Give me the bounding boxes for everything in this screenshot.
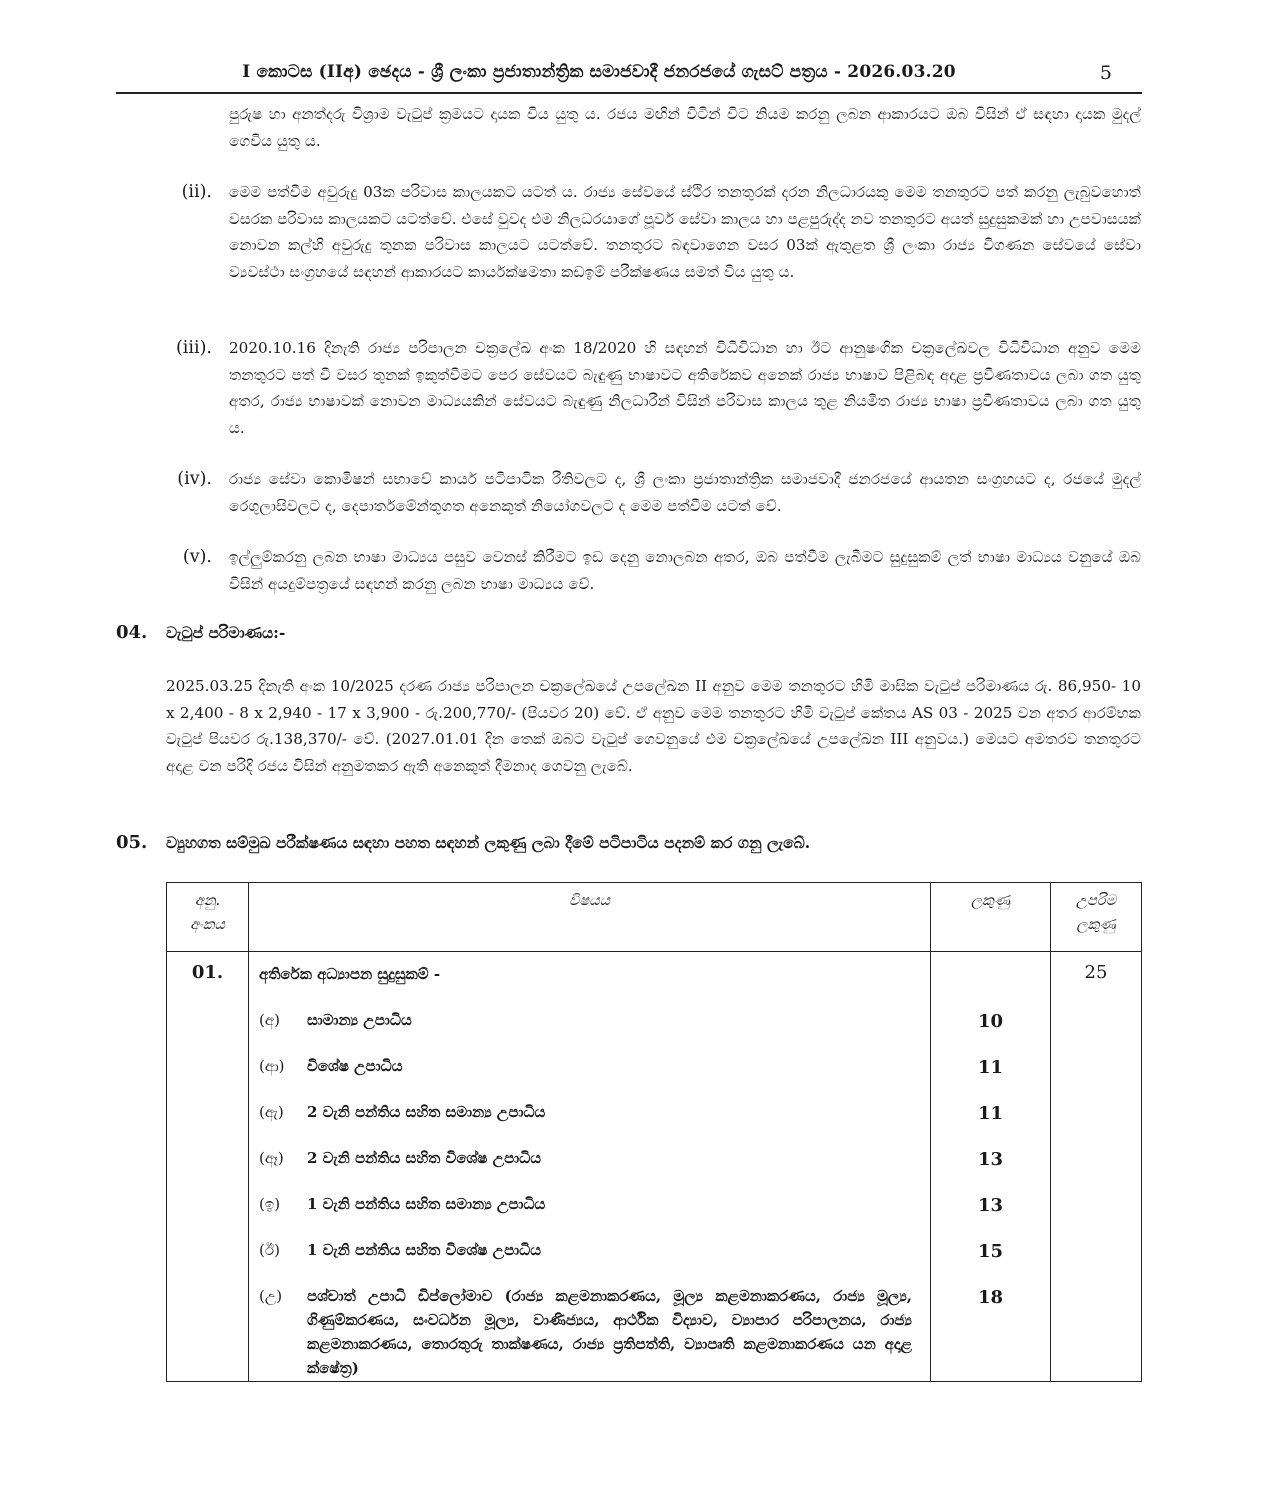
header-serial: අනු. අංකය [167, 883, 249, 952]
row-subject-cell [249, 952, 931, 1382]
item-text: 1 වැනි පන්තිය සහිත සමාන්‍ය උපාධිය [307, 1195, 546, 1213]
page-number: 5 [1099, 62, 1112, 84]
qualification-item [249, 1238, 930, 1262]
item-marks: 15 [977, 1241, 1004, 1262]
qualification-item [249, 1192, 930, 1216]
section-04-number: 04. [116, 622, 148, 643]
qualification-item [249, 1284, 930, 1380]
condition-number: (iii). [175, 338, 212, 358]
page-header [116, 60, 1142, 94]
item-text: 2 වැනි පන්තිය සහිත සමාන්‍ය උපාධිය [307, 1103, 546, 1121]
item-marks: 10 [977, 1011, 1004, 1032]
section-05-number: 05. [116, 832, 148, 853]
condition-text: ඉල්ලුම්කරනු ලබන භාෂා මාධ්‍යය පසුව වෙනස් කිරීමට ඉඩ දෙනු නොලබන අතර, ඔබ පත්වීම ලැබීමට සුදුසුකම් ලත් භාෂා මාධ්‍යය වනුයේ ඔබ විසින් අයදුම්පත්‍රයේ සඳහන් කරනු ලබන භාෂා මාධ්‍යය වේ. [229, 548, 1141, 593]
interview-marks-table [166, 882, 1142, 1382]
header-subject: විෂයය [249, 883, 931, 952]
condition-text: 2020.10.16 දිනැති රාජ්‍ය පරිපාලන චක්‍රලේඛ අංක 18/2020 හි සඳහන් විධිවිධාන හා ඊට ආනුෂංගික චක්‍රලේඛවල විධිවිධාන අනුව මෙම තනතුරට පත් වී වසර තුනක් ඉකුත්වීමට පෙර සේවයට බැඳුණු භාෂාවට අතිරේකව අනෙක් රාජ්‍ය භාෂාව පිළිබඳ අදාළ ප්‍රවීණතාවය ලබා ගත යුතු අතර, රාජ්‍ය භාෂාවක් නොවන මාධ්‍යයකින් සේවයට බැඳුණු නිලධාරීන් විසින් පරිවාස කාලය තුළ නියමිත රාජ්‍ය භාෂා ප්‍රවීණතාවය ලබා ගත යුතු ය. [229, 339, 1141, 437]
item-marks: 11 [977, 1057, 1004, 1078]
item-label: (ඇ) [259, 1103, 284, 1121]
qualification-item [249, 1146, 930, 1170]
category-title: අතිරේක අධ්‍යාපන සුදුසුකම් - [259, 965, 441, 983]
item-text: 1 වැනි පන්තිය සහිත විශේෂ උපාධිය [307, 1241, 542, 1259]
header-marks: ලකුණු [931, 883, 1051, 952]
item-text: 2 වැනි පන්තිය සහිත විශේෂ උපාධිය [307, 1149, 542, 1167]
item-label: (උ) [259, 1287, 283, 1305]
condition-text: මෙම පත්වීම අවුරුදු 03ක පරිවාස කාලයකට යටත් ය. රාජ්‍ය සේවයේ ස්ථිර තනතුරක් දරන නිලධාරයකු මෙම තනතුරට පත් කරනු ලැබුවහොත් වසරක පරිවාස කාලයකට යටත්වේ. එසේ වුවද එම නිලධරයාගේ පූර්ව සේවා කාලය හා පළපුරුද්ද නව තනතුරට අයත් සුදුසුකමක් හා උපවාසයක් නොවන කල්හි අවුරුදු තුනක පරිවාස කාලයට යටත්වේ. තනතුරට බඳවාගෙන වසර 03ක් ඇතුළත ශ්‍රී ලංකා රාජ්‍ය විගණන සේවයේ සේවා ව්‍යවස්ථා සංග්‍රහයේ සඳහන් ආකාරයට කාර්යක්ෂමතා කඩඉම් පරීක්ෂණය සමත් විය යුතු ය. [229, 183, 1141, 281]
item-label: (ඊ) [259, 1241, 280, 1259]
item-marks: 18 [977, 1287, 1004, 1308]
header-title: I කොටස (IIඅ) ඡෙදය - ශ්‍රී ලංකා ප්‍රජාතාන්ත්‍රික සමාජවාදී ජනරජයේ ගැසට් පත්‍රය - 2026.03.20 [242, 62, 956, 82]
condition-number: (ii). [181, 182, 212, 202]
row-serial: 01. [167, 952, 249, 1382]
qualification-item [249, 1054, 930, 1078]
table-header-row [167, 883, 1142, 952]
condition-number: (v). [182, 547, 212, 567]
section-05-title: ව්‍යුහගත සම්මුඛ පරීක්ෂණය සඳහා පහත සඳහන් ලකුණු ලබා දීමේ පටිපාටිය පදනම් කර ගනු ලැබේ. [166, 833, 811, 852]
salary-scale-paragraph: 2025.03.25 දිනැති අංක 10/2025 දරණ රාජ්‍ය පරිපාලන චක්‍රලේඛයේ උපලේඛන II අනුව මෙම තනතුරට හිමි මාසික වැටුප් පරිමාණය රු. 86,950- 10 x 2,400 - 8 x 2,940 - 17 x 3,900 - රු.200,770/- (පියවර 20) වේ. ඒ අනුව මෙම තනතුරට හිමි වැටුප් කේතය AS 03 - 2025 වන අතර ආරම්භක වැටුප් පියවර රු.138,370/- වේ. (2027.01.01 දින තෙක් ඔබට වැටුප් ගෙවනුයේ එම චක්‍රලේඛයේ උපලේඛන III අනුවය.) මෙයට අමතරව තනතුරට අදාළ වන පරිදි රජය විසින් අනුමතකර ඇති අනෙකුත් දීමනාද ගෙවනු ලැබේ. [166, 677, 1141, 775]
item-text: පශ්චාත් උපාධි ඩිප්ලෝමාව (රාජ්‍ය කළමනාකරණය, මූල්‍ය කළමනාකරණය, රාජ්‍ය මූල්‍ය, ගිණුම්කරණය, සංවර්ධන මූල්‍ය, වාණිජ්‍යය, ආර්ථික විද්‍යාව, ව්‍යාපාර පරිපාලනය, රාජ්‍ය කළමනාකරණය, තොරතුරු තාක්ෂණය, රාජ්‍ය ප්‍රතිපත්ති, ව්‍යාපෘති කළමනාකරණය යන අදාළ ක්ෂේත්‍ර) [307, 1287, 912, 1377]
item-label: (ඈ) [259, 1149, 284, 1167]
intro-paragraph: පුරුෂ හා අනත්දරු විශ්‍රාම වැටුප් ක්‍රමයට දායක විය යුතු ය. රජය මඟින් විටින් විට නියම කරනු ලබන ආකාරයට ඔබ විසින් ඒ සඳහා දායක මුදල් ගෙවිය යුතු ය. [229, 105, 1141, 150]
qualification-item [249, 1100, 930, 1124]
row-max-marks: 25 [1051, 952, 1142, 1382]
item-text: විශේෂ උපාධිය [307, 1057, 403, 1075]
section-04-title: වැටුප් පරිමාණය:- [166, 623, 286, 642]
header-max-marks: උපරිම ලකුණු [1051, 883, 1142, 952]
condition-number: (iv). [177, 469, 212, 489]
item-label: (අ) [259, 1011, 280, 1029]
qualification-item [249, 1008, 930, 1032]
item-marks: 13 [977, 1149, 1004, 1170]
table-row [167, 952, 1142, 1382]
item-label: (ඉ) [259, 1195, 281, 1213]
condition-text: රාජ්‍ය සේවා කොමිෂන් සභාවේ කාර්ය පටිපාටික රීතිවලට ද, ශ්‍රී ලංකා ප්‍රජාතාන්ත්‍රික සමාජවාදී ජනරජයේ ආයතන සංග්‍රහයට ද, රජයේ මුදල් රෙගුලාසිවලට ද, දෙපාර්තමේන්තුගත අනෙකුත් නියෝගවලට ද මෙම පත්වීම යටත් වේ. [229, 470, 1141, 515]
item-marks: 13 [977, 1195, 1004, 1216]
item-label: (ආ) [259, 1057, 285, 1075]
item-marks: 11 [977, 1103, 1004, 1124]
row-marks-cell [931, 952, 1051, 1382]
item-text: සාමාන්‍ය උපාධිය [307, 1011, 412, 1029]
